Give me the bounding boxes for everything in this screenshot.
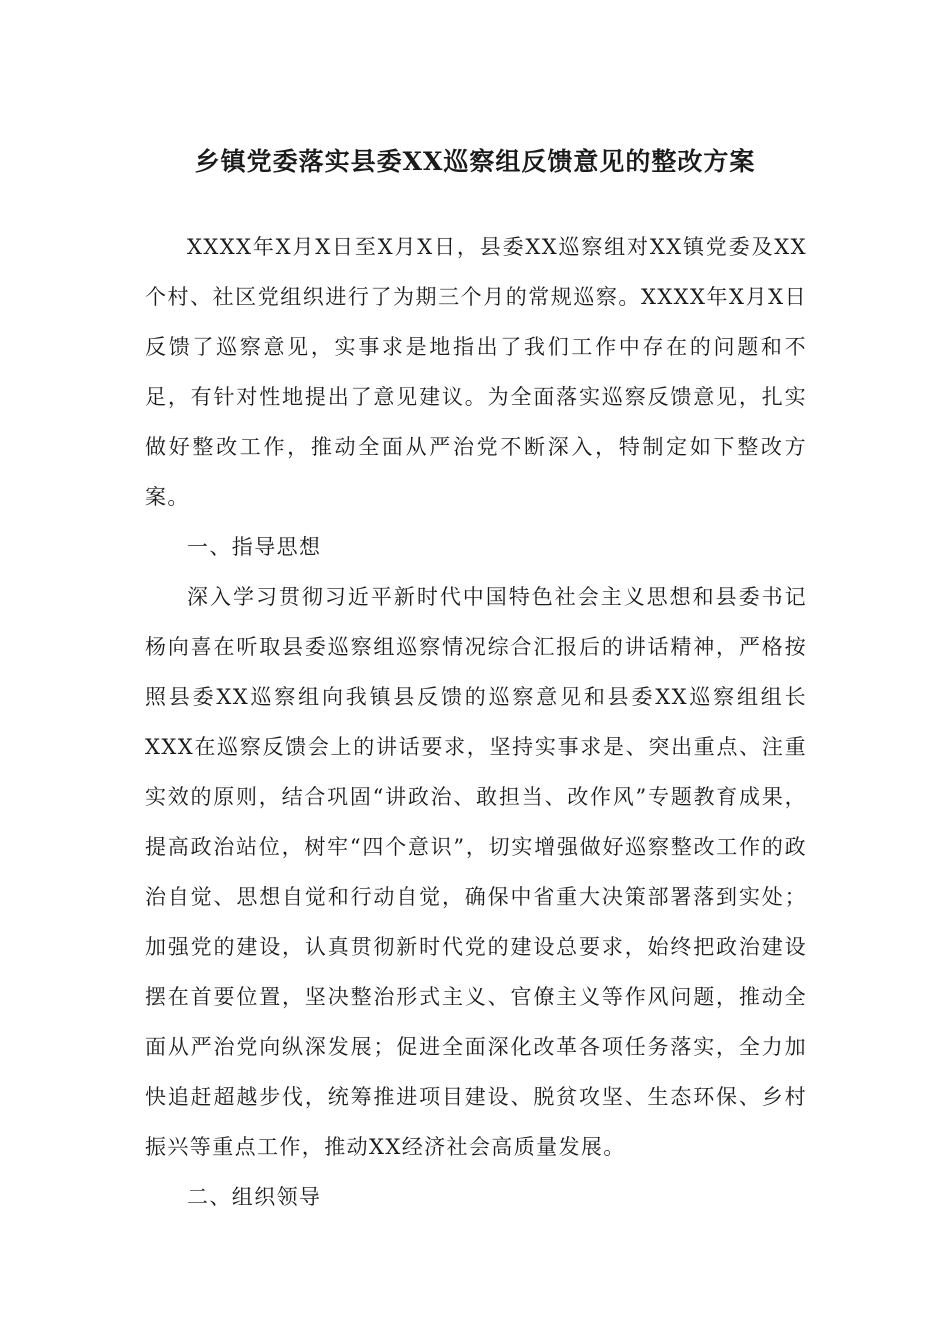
guiding-ideology-paragraph: 深入学习贯彻习近平新时代中国特色社会主义思想和县委书记杨向喜在听取县委巡察组巡察情况综合汇报后的讲话精神，严格按照县委XX巡察组向我镇县反馈的巡察意见和县委XX巡察组组长XXX在巡察反馈会上的讲话要求，坚持实事求是、突出重点、注重实效的原则，结合巩固“讲政治、敢担当、改作风”专题教育成果，提高政治站位，树牢“四个意识”，切实增强做好巡察整改工作的政治自觉、思想自觉和行动自觉，确保中省重大决策部署落到实处；加强党的建设，认真贯彻新时代党的建设总要求，始终把政治建设摆在首要位置，坚决整治形式主义、官僚主义等作风问题，推动全面从严治党向纵深发展；促进全面深化改革各项任务落实，全力加快追赶超越步伐，统筹推进项目建设、脱贫攻坚、生态环保、乡村振兴等重点工作，推动XX经济社会高质量发展。 [145,585,807,1159]
document-title: 乡镇党委落实县委XX巡察组反馈意见的整改方案 [194,147,756,176]
document-body [145,222,807,1222]
section-heading-guiding-ideology: 一、指导思想 [187,535,322,559]
section-heading-organization-leadership: 二、组织领导 [187,1185,322,1209]
intro-paragraph: XXXX年X月X日至X月X日，县委XX巡察组对XX镇党委及XX个村、社区党组织进行了为期三个月的常规巡察。XXXX年X月X日反馈了巡察意见，实事求是地指出了我们工作中存在的问题和不足，有针对性地提出了意见建议。为全面落实巡察反馈意见，扎实做好整改工作，推动全面从严治党不断深入，特制定如下整改方案。 [145,235,807,509]
